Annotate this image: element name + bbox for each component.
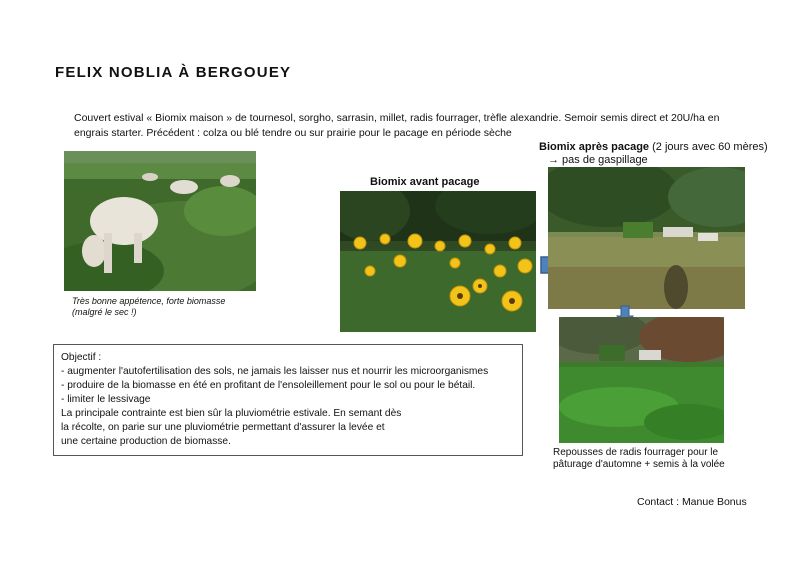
cows-photo <box>64 151 256 291</box>
sunflowers-photo <box>340 191 536 332</box>
objective-item: - augmenter l'autofertilisation des sols, ne jamais les laisser nus et nourrir les microorganismes <box>61 366 489 377</box>
apres-pacage-title: Biomix après pacage <box>539 141 650 153</box>
objective-paragraph-line: la récolte, on parie sur une pluviométrie permettant d'assurer la levée et <box>61 422 385 433</box>
cows-caption <box>72 296 272 318</box>
objective-paragraph-line: La principale contrainte est bien sûr la pluviométrie estivale. En semant dès <box>61 408 402 419</box>
page-title: FELIX NOBLIA À BERGOUEY <box>55 64 292 81</box>
objective-paragraph-line: une certaine production de biomasse. <box>61 436 231 447</box>
radish-caption <box>553 447 763 471</box>
intro-line-2: engrais starter. Précédent : colza ou blé tendre ou sur prairie pour le pacage en période sèche <box>74 127 512 139</box>
after-grazing-photo <box>548 167 745 309</box>
radish-caption-line-1: Repousses de radis fourrager pour le <box>553 447 719 458</box>
intro-line-1: Couvert estival « Biomix maison » de tournesol, sorgho, sarrasin, millet, radis fourrager, trèfle alexandrie. Semoir semis direct et 20U/ha en <box>74 112 720 124</box>
objective-heading: Objectif : <box>61 352 102 363</box>
radish-caption-line-2: pâturage d'automne + semis à la volée <box>553 459 725 470</box>
apres-pacage-subline: → pas de gaspillage <box>548 154 648 166</box>
objective-item: - produire de la biomasse en été en profitant de l'ensoleillement pour le sol ou pour le bétail. <box>61 380 476 391</box>
cows-caption-line-2: (malgré le sec !) <box>72 307 137 317</box>
intro-text <box>74 111 764 141</box>
objective-box <box>53 344 523 456</box>
objective-item: - limiter le lessivage <box>61 394 151 405</box>
radish-photo <box>559 317 724 443</box>
contact-text: Contact : Manue Bonus <box>637 496 747 508</box>
avant-pacage-label: Biomix avant pacage <box>370 176 480 188</box>
cows-caption-line-1: Très bonne appétence, forte biomasse <box>72 296 226 306</box>
apres-pacage-detail: (2 jours avec 60 mères) <box>649 141 768 153</box>
apres-pacage-label <box>539 141 789 167</box>
